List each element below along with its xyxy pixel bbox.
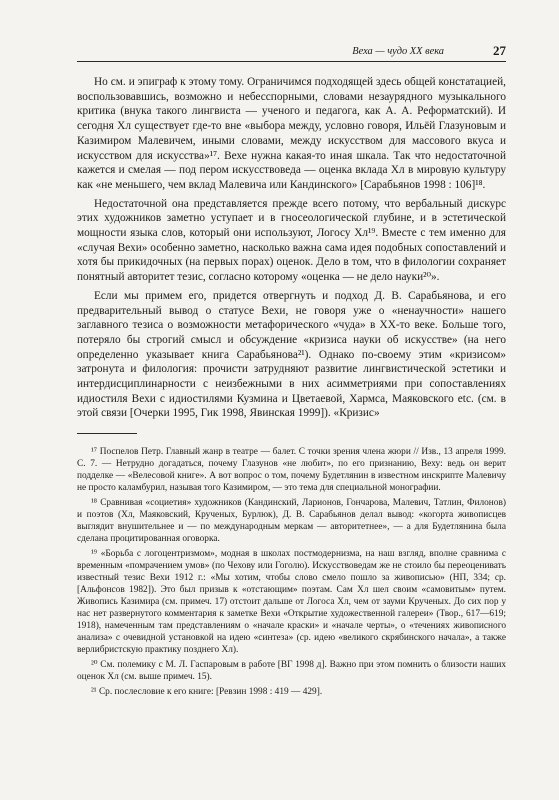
paragraph: Но см. и эпиграф к этому тому. Ограничимся подходящей здесь общей констатацией, воспользовавшись, возможно и небесспорными, словами незаурядного музыкального критика (внука такого лингвиста — ученого и педагога, как А. А. Реформатский). И сегодня Хл существует где-то вне «выбора между, условно говоря, Ильёй Глазуновым и Казимиром Малевичем, иными словами, между искусством для массового вкуса и искусством для искусства»¹⁷. Вехе нужна какая-то иная шкала. Так что недостаточной кажется и смелая — под пером искусствоведа — оценка вклада Хл в мировую культуру как «не меньшего, чем вклад Малевича или Кандинского» [Сарабьянов 1998 : 106]¹⁸.: [77, 76, 506, 191]
footnote: ¹⁸ Сравнивая «социетия» художников (Кандинский, Ларионов, Гончарова, Малевич, Татлин, Филонов) и поэтов (Хл, Маяковский, Крученых, Бурлюк), Д. В. Сарабьянов делал вывод: «когорта живописцев выглядит внушительнее и — по международным меркам — авторитетнее», — а для Будетлянина была сделана процитированная оговорка.: [77, 498, 506, 545]
footnote: ¹⁹ «Борьба с логоцентризмом», модная в школах постмодернизма, на наш взгляд, вполне сравнима с временным «помрачением умов» (по Чехову или Гоголю). Искусствоведам же не стоило бы переоценивать известный тезис Вехи 1912 г.: «Мы хотим, чтобы слово смело пошло за живописью» (НП, 334; ср. [Альфонсов 1982]). Это был призыв к «отстающим» поэтам. Сам Хл шел своим «самовитым» путем. Живопись Казимира (см. примеч. 17) отстоит дальше от Логоса Хл, чем от зауми Крученых. До сих пор у нас нет развернутого комментария к заметке Вехи «Открытие художественной галереи» (Твор., 617—619; 1918), намеченным там представлениям о «начале краски» и «начале черты», о «течениях живописного анализа» с очевидной установкой на идею «синтеза» (ср. идею «великого скрябинского начала», а также верлибристскую практику позднего Хл).: [77, 549, 506, 656]
running-title: Веха — чудо XX века: [352, 46, 444, 57]
footnote: ²¹ Ср. послесловие к его книге: [Ревзин 1998 : 419 — 429].: [91, 687, 323, 698]
footnotes: [77, 446, 506, 698]
main-text: [77, 75, 506, 421]
paragraph: Если мы примем его, придется отвергнуть и подход Д. В. Сарабьянова, и его предварительный вывод о статусе Вехи, не говоря уже о «ненаучности» нашего заглавного тезиса о возможности метафорического «чуда» в XX-то веке. Больше того, потеряло бы строгий смысл и обсуждение «кризиса науки об искусстве» (на него определенно указывает книга Сарабьянова²¹). Однако по-своему этим «кризисом» затронута и филология: прочисти затрудняют развитие лингвистической эстетики и интердисциплинарности с неизбежными в них асимметриями при сопоставлениях идиостиля Вехи с идиостилями Кузмина и Цветаевой, Хармса, Маяковского etc. (см. в этой связи [Очерки 1995, Гик 1998, Явинская 1999]). «Кризис»: [77, 289, 506, 420]
footnote: ¹⁷ Поспелов Петр. Главный жанр в театре — балет. С точки зрения члена жюри // Изв., 13 апреля 1999. С. 7. — Нетрудно догадаться, почему Глазунов «не любит», по его признанию, Веху: ведь он верит подделке — «Велесовой книге». А вот вопрос о том, почему Будетлянин в известном инскрипте Малевичу не просто каламбурил, называя того Казимиром, — это тема для специальной монографии.: [77, 447, 506, 494]
footnote: ²⁰ См. полемику с М. Л. Гаспаровым в работе [ВГ 1998 д]. Важно при этом помнить о близости наших оценок Хл (см. выше примеч. 15).: [77, 660, 506, 683]
running-header: [77, 42, 506, 62]
footnote-divider: [77, 433, 137, 434]
page-number: 27: [493, 43, 506, 58]
paragraph: Недостаточной она представляется прежде всего потому, что вербальный дискурс этих художников заметно уступает и в гносеологической глубине, и в эстетической мощности языка слов, который они используют, Логосу Хл¹⁹. Вместе с тем именно для «случая Вехи» особенно заметно, насколько важна сама идея подобных сопоставлений и хотя бы прикидочных (на первых порах) оценок. Дело в том, что в филологии сохраняет понятный авторитет тезис, согласно которому «оценка — не дело науки²⁰».: [77, 197, 506, 284]
